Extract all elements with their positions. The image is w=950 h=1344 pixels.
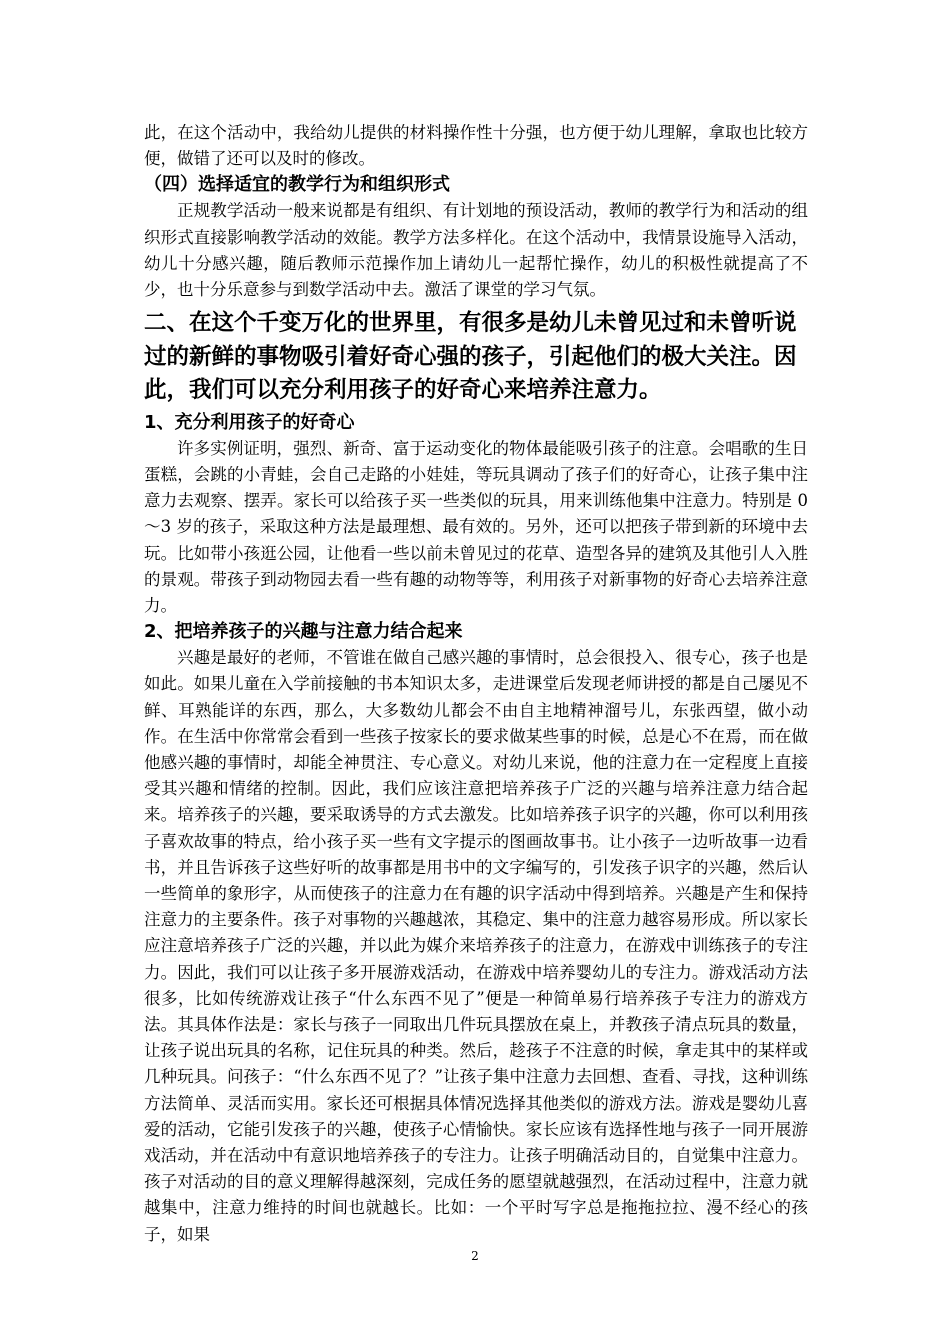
page-body (144, 120, 808, 1248)
section-heading-4: （四）选择适宜的教学行为和组织形式 (144, 174, 450, 196)
paragraph-interest-attention: 兴趣是最好的老师，不管谁在做自己感兴趣的事情时，总会很投入、很专心，孩子也是如此。如果儿童在入学前接触的书本知识太多，走进课堂后发现老师讲授的都是自己屡见不鲜、耳熟能详的东西，那么，大多数幼儿都会不由自主地精神溜号儿，东张西望，做小动作。在生活中你常常会看到一些孩子按家长的要求做某些事的时候，总是心不在焉，而在做他感兴趣的事情时，却能全神贯注、专心意义。对幼儿来说，他的注意力在一定程度上直接受其兴趣和情绪的控制。因此，我们应该注意把培养孩子广泛的兴趣与培养注意力结合起来。培养孩子的兴趣，要采取诱导的方式去激发。比如培养孩子识字的兴趣，你可以利用孩子喜欢故事的特点，给小孩子买一些有文字提示的图画故事书。让小孩子一边听故事一边看书，并且告诉孩子这些好听的故事都是用书中的文字编写的，引发孩子识字的兴趣，然后认一些简单的象形字，从而使孩子的注意力在有趣的识字活动中得到培养。兴趣是产生和保持注意力的主要条件。孩子对事物的兴趣越浓，其稳定、集中的注意力越容易形成。所以家长应注意培养孩子广泛的兴趣，并以此为媒介来培养孩子的注意力，在游戏中训练孩子的专注力。因此，我们可以让孩子多开展游戏活动，在游戏中培养婴幼儿的专注力。游戏活动方法很多，比如传统游戏让孩子“什么东西不见了”便是一种简单易行培养孩子专注力的游戏方法。其具体作法是：家长与孩子一同取出几件玩具摆放在桌上，并教孩子清点玩具的数量，让孩子说出玩具的名称，记住玩具的种类。然后，趁孩子不注意的时候，拿走其中的某样或几种玩具。问孩子：“什么东西不见了？”让孩子集中注意力去回想、查看、寻找，这种训练方法简单、灵活而实用。家长还可根据具体情况选择其他类似的游戏方法。游戏是婴幼儿喜爱的活动，它能引发孩子的兴趣，使孩子心情愉快。家长应该有选择性地与孩子一同开展游戏活动，并在活动中有意识地培养孩子的专注力。让孩子明确活动目的，自觉集中注意力。孩子对活动的目的意义理解得越深刻，完成任务的愿望就越强烈，在活动过程中，注意力就越集中，注意力维持的时间也就越长。比如：一个平时写字总是拖拖拉拉、漫不经心的孩子，如果 (144, 648, 808, 1244)
paragraph-teaching-methods: 正规教学活动一般来说都是有组织、有计划地的预设活动，教师的教学行为和活动的组织形式直接影响教学活动的效能。教学方法多样化。在这个活动中，我情景设施导入活动，幼儿十分感兴趣，随后教师示范操作加上请幼儿一起帮忙操作，幼儿的积极性就提高了不少，也十分乐意参与到数学活动中去。激活了课堂的学习气氛。 (144, 201, 808, 300)
subsection-1-heading: 1、充分利用孩子的好奇心 (144, 411, 355, 433)
section-2-heading: 二、在这个千变万化的世界里，有很多是幼儿未曾见过和未曾听说过的新鲜的事物吸引着好奇心强的孩子，引起他们的极大关注。因此，我们可以充分利用孩子的好奇心来培养注意力。 (144, 310, 797, 404)
page-number: 2 (471, 1249, 479, 1263)
paragraph-curiosity: 许多实例证明，强烈、新奇、富于运动变化的物体最能吸引孩子的注意。会唱歌的生日蛋糕，会跳的小青蛙，会自己走路的小娃娃，等玩具调动了孩子们的好奇心，让孩子集中注意力去观察、摆弄。家长可以给孩子买一些类似的玩具，用来训练他集中注意力。特别是 0～3 岁的孩子，采取这种方法是最理想、最有效的。另外，还可以把孩子带到新的环境中去玩。比如带小孩逛公园，让他看一些以前未曾见过的花草、造型各异的建筑及其他引人入胜的景观。带孩子到动物园去看一些有趣的动物等等，利用孩子对新事物的好奇心去培养注意力。 (144, 438, 808, 615)
subsection-2-heading: 2、把培养孩子的兴趣与注意力结合起来 (144, 621, 463, 643)
paragraph-continued: 此，在这个活动中，我给幼儿提供的材料操作性十分强，也方便于幼儿理解，拿取也比较方便，做错了还可以及时的修改。 (144, 123, 808, 169)
